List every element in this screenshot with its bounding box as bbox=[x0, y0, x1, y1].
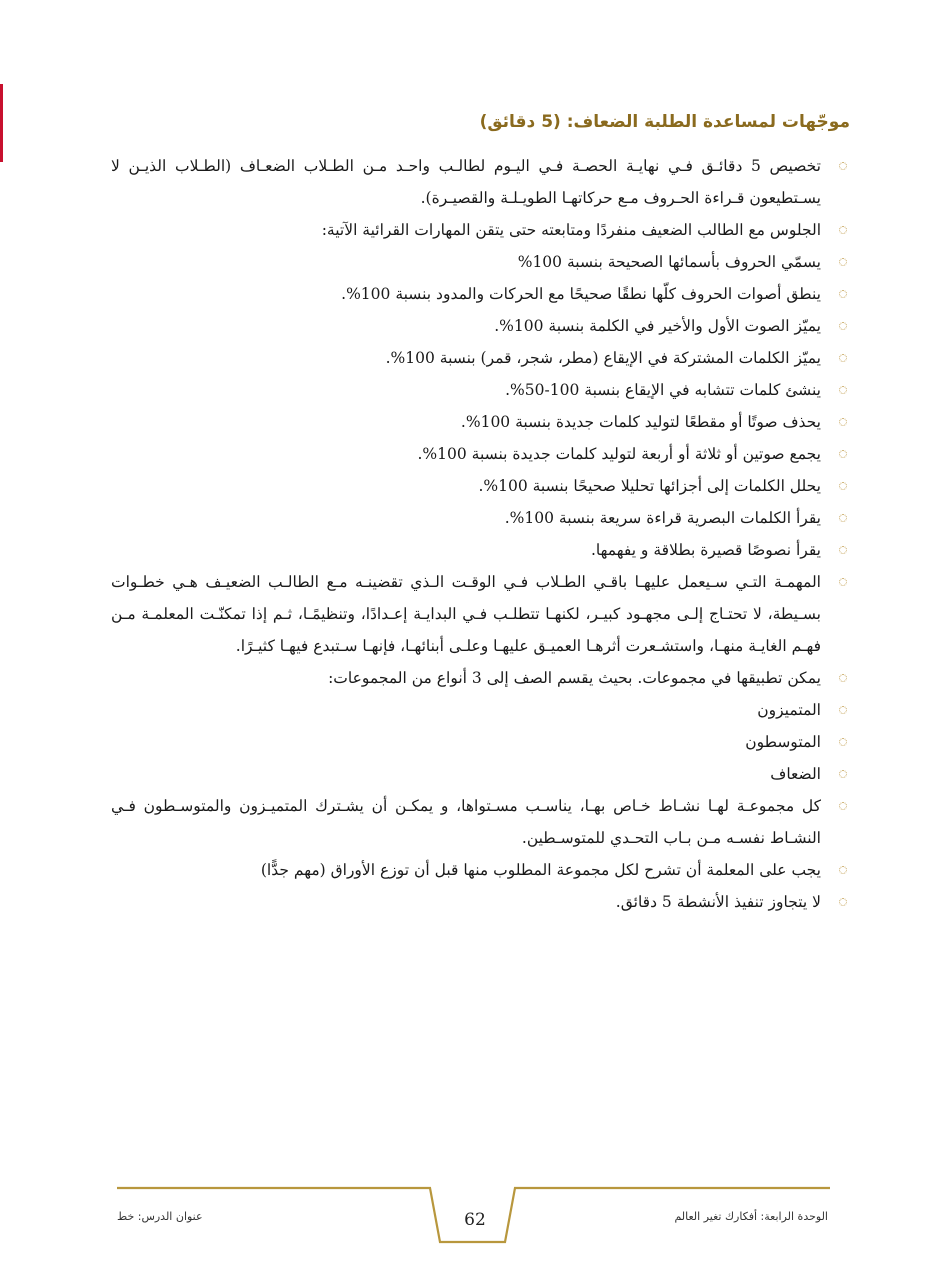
bullet-icon bbox=[837, 374, 849, 406]
page-number: 62 bbox=[464, 1210, 486, 1230]
bullet-list bbox=[111, 150, 851, 918]
list-item: المتوسطون bbox=[111, 726, 851, 758]
bullet-icon bbox=[837, 502, 849, 534]
lesson-title: عنوان الدرس: خط bbox=[117, 1210, 203, 1223]
list-item: يحذف صوتًا أو مقطعًا لتوليد كلمات جديدة بنسبة 100%. bbox=[111, 406, 851, 438]
page-edge-marker bbox=[0, 84, 3, 162]
bullet-icon bbox=[837, 310, 849, 342]
bullet-icon bbox=[837, 758, 849, 790]
list-item: المهمـة التـي سـيعمل عليهـا باقـي الطـلاب فـي الوقـت الـذي تقضينـه مـع الطالـب الضعيـف هـي خطـوات بسـيطة، لا تحتـاج إلـى مجهـود كبيـر، لكنهـا تتطلـب فـي البدايـة إعـدادًا، وتنظيمًـا، ثـم إذا تمكنّـت المعلمـة مـن فهـم الغايـة منهـا، واستشـعرت أثرهـا العميـق عليهـا وعلـى أبنائهـا، فإنهـا سـتبدع فيهـا كثيـرًا. bbox=[111, 566, 851, 662]
bullet-icon bbox=[837, 470, 849, 502]
list-item: يمكن تطبيقها في مجموعات. بحيث يقسم الصف إلى 3 أنواع من المجموعات: bbox=[111, 662, 851, 694]
bullet-icon bbox=[837, 246, 849, 278]
bullet-icon bbox=[837, 886, 849, 918]
bullet-icon bbox=[837, 694, 849, 726]
section-heading: موجّهات لمساعدة الطلبة الضعاف: (5 دقائق) bbox=[479, 112, 850, 132]
bullet-icon bbox=[837, 278, 849, 310]
bullet-icon bbox=[837, 790, 849, 822]
bullet-icon bbox=[837, 438, 849, 470]
list-item: لا يتجاوز تنفيذ الأنشطة 5 دقائق. bbox=[111, 886, 851, 918]
unit-title: الوحدة الرابعة: أفكارك تغير العالم bbox=[674, 1210, 828, 1223]
bullet-icon bbox=[837, 342, 849, 374]
list-item: الضعاف bbox=[111, 758, 851, 790]
bullet-icon bbox=[837, 150, 849, 182]
list-item: الجلوس مع الطالب الضعيف منفردًا ومتابعته حتى يتقن المهارات القرائية الآتية: bbox=[111, 214, 851, 246]
bullet-icon bbox=[837, 534, 849, 566]
list-item: يحلل الكلمات إلى أجزائها تحليلا صحيحًا بنسبة 100%. bbox=[111, 470, 851, 502]
list-item: يميّز الكلمات المشتركة في الإيقاع (مطر، شجر، قمر) بنسبة 100%. bbox=[111, 342, 851, 374]
list-item: ينطق أصوات الحروف كلّها نطقًا صحيحًا مع الحركات والمدود بنسبة 100%. bbox=[111, 278, 851, 310]
bullet-icon bbox=[837, 854, 849, 886]
list-item: تخصيص 5 دقائـق فـي نهايـة الحصـة فـي اليـوم لطالـب واحـد مـن الطـلاب الضعـاف (الطـلاب الذيـن لا يسـتطيعون قـراءة الحـروف مـع حركاتهـا الطويـلـة والقصيـرة). bbox=[111, 150, 851, 214]
list-item: يسمّي الحروف بأسمائها الصحيحة بنسبة 100% bbox=[111, 246, 851, 278]
list-item: كل مجموعـة لهـا نشـاط خـاص بهـا، يناسـب مسـتواها، و يمكـن أن يشـترك المتميـزون والمتوسـطون فـي النشـاط نفسـه مـن بـاب التحـدي للمتوسـطين. bbox=[111, 790, 851, 854]
list-item: يقرأ نصوصًا قصيرة بطلاقة و يفهمها. bbox=[111, 534, 851, 566]
list-item: المتميزون bbox=[111, 694, 851, 726]
bullet-icon bbox=[837, 214, 849, 246]
list-item: يميّز الصوت الأول والأخير في الكلمة بنسبة 100%. bbox=[111, 310, 851, 342]
bullet-icon bbox=[837, 662, 849, 694]
bullet-icon bbox=[837, 406, 849, 438]
list-item: يجمع صوتين أو ثلاثة أو أربعة لتوليد كلمات جديدة بنسبة 100%. bbox=[111, 438, 851, 470]
list-item: يجب على المعلمة أن تشرح لكل مجموعة المطلوب منها قبل أن توزع الأوراق (مهم جدًّا) bbox=[111, 854, 851, 886]
list-item: يقرأ الكلمات البصرية قراءة سريعة بنسبة 100%. bbox=[111, 502, 851, 534]
list-item: ينشئ كلمات تتشابه في الإيقاع بنسبة 100-50%. bbox=[111, 374, 851, 406]
bullet-icon bbox=[837, 566, 849, 598]
bullet-icon bbox=[837, 726, 849, 758]
